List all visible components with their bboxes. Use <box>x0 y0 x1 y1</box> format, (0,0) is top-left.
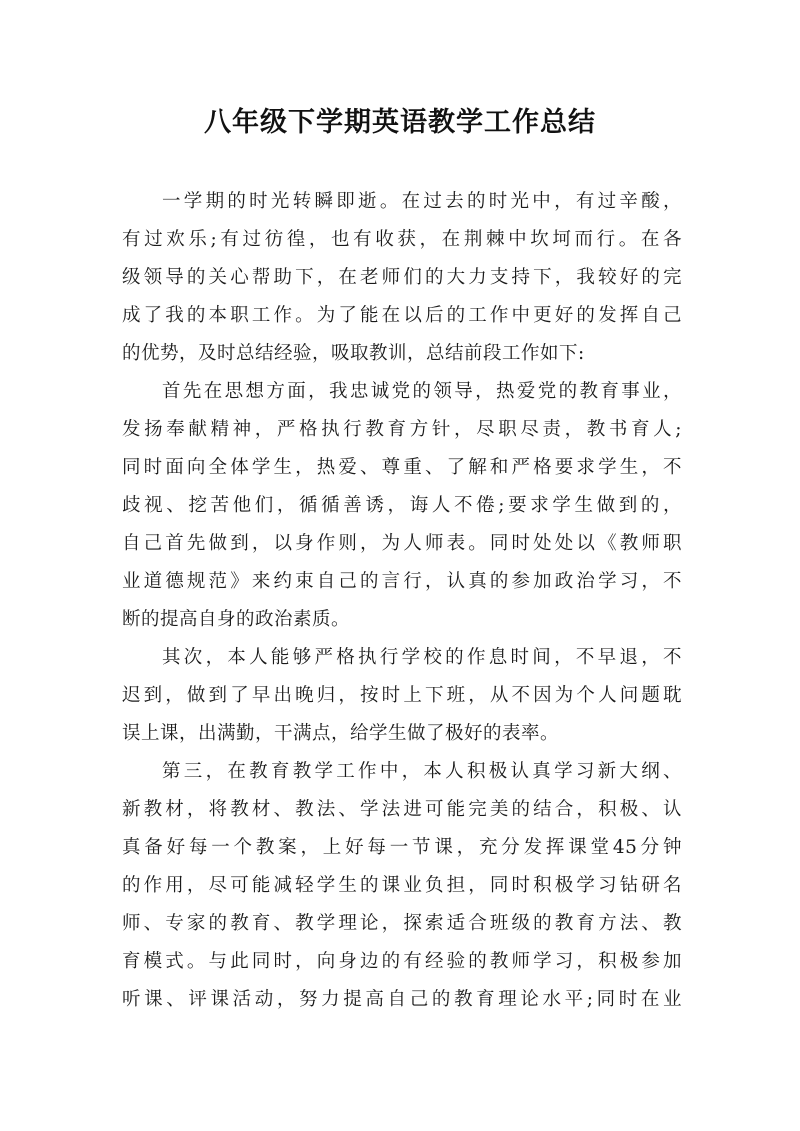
text-line: 误上课，出满勤，干满点，给学生做了极好的表率。 <box>122 723 560 744</box>
text-line: 一学期的时光转瞬即逝。在过去的时光中，有过辛酸， <box>162 191 682 212</box>
text-line: 发扬奉献精神，严格执行教育方针，尽职尽责，教书育人; <box>122 419 682 440</box>
text-line: 业道德规范》来约束自己的言行，认真的参加政治学习，不 <box>122 571 682 592</box>
text-line: 第三，在教育教学工作中，本人积极认真学习新大纲、 <box>162 761 682 782</box>
text-line: 育模式。与此同时，向身边的有经验的教师学习，积极参加 <box>122 951 682 972</box>
text-line: 歧视、挖苦他们，循循善诱，诲人不倦;要求学生做到的， <box>122 495 682 516</box>
text-line: 新教材，将教材、教法、学法进可能完美的结合，积极、认 <box>122 799 682 820</box>
text-line: 自己首先做到，以身作则，为人师表。同时处处以《教师职 <box>122 533 682 554</box>
text-line: 其次，本人能够严格执行学校的作息时间，不早退，不 <box>162 647 682 668</box>
text-line: 的优势，及时总结经验，吸取教训，总结前段工作如下: <box>122 343 585 364</box>
document-body <box>122 183 682 1019</box>
text-line: 同时面向全体学生，热爱、尊重、了解和严格要求学生，不 <box>122 457 682 478</box>
text-line: 迟到，做到了早出晚归，按时上下班，从不因为个人问题耽 <box>122 685 682 706</box>
text-line: 首先在思想方面，我忠诚党的领导，热爱党的教育事业， <box>162 381 682 402</box>
text-line: 听课、评课活动，努力提高自己的教育理论水平;同时在业 <box>122 989 682 1010</box>
text-line: 级领导的关心帮助下，在老师们的大力支持下，我较好的完 <box>122 267 682 288</box>
text-line: 师、专家的教育、教学理论，探索适合班级的教育方法、教 <box>122 913 682 934</box>
text-line: 的作用，尽可能减轻学生的课业负担，同时积极学习钻研名 <box>122 875 682 896</box>
document-title: 八年级下学期英语教学工作总结 <box>204 107 596 138</box>
text-line: 断的提高自身的政治素质。 <box>122 609 351 630</box>
text-line: 真备好每一个教案，上好每一节课，充分发挥课堂45分钟 <box>122 837 682 858</box>
text-line: 成了我的本职工作。为了能在以后的工作中更好的发挥自己 <box>122 305 682 326</box>
text-line: 有过欢乐;有过彷徨，也有收获，在荆棘中坎坷而行。在各 <box>122 229 682 250</box>
